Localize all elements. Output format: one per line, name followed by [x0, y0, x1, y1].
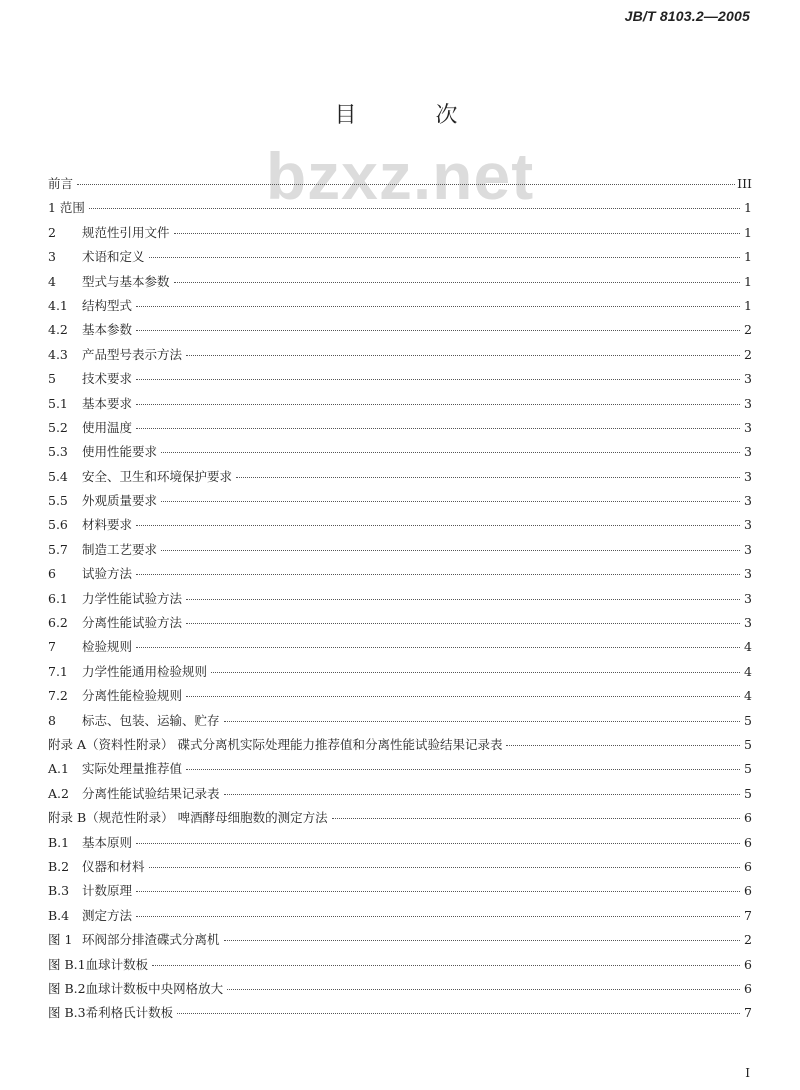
- toc-entry-page: 5: [744, 736, 752, 752]
- toc-entry-label: [48, 637, 134, 655]
- dot-leader: [174, 282, 740, 283]
- toc-entry-number: 4: [48, 273, 56, 289]
- dot-leader: [136, 647, 740, 648]
- toc-entry-title: 基本参数: [82, 322, 133, 338]
- toc-entry-title: 实际处理量推荐值: [82, 761, 183, 777]
- toc-entry-number: 5.4: [48, 468, 68, 484]
- toc-entry-label: [48, 686, 184, 704]
- toc-entry-page: 1: [744, 249, 752, 265]
- toc-entry-title: 检验规则: [82, 639, 133, 655]
- dot-leader: [224, 721, 740, 722]
- toc-entry-number: 5.1: [48, 395, 68, 411]
- dot-leader: [136, 330, 740, 331]
- toc-entry-number: A.2: [48, 785, 69, 801]
- toc-entry[interactable]: [48, 442, 752, 466]
- dot-leader: [332, 818, 740, 819]
- toc-entry-label: [48, 394, 134, 412]
- toc-entry-label: [48, 442, 159, 460]
- toc-entry-label: [48, 881, 134, 899]
- toc-entry-title: 血球计数板: [85, 956, 149, 972]
- toc-entry-number: 图 B.2: [48, 980, 86, 996]
- toc-entry-page: 3: [744, 566, 752, 582]
- toc-entry-page: 6: [744, 883, 752, 899]
- toc-entry-page: 7: [744, 907, 752, 923]
- toc-entry-page: 3: [744, 468, 752, 484]
- dot-leader: [224, 794, 740, 795]
- toc-entry-number: 4.1: [48, 297, 68, 313]
- toc-entry[interactable]: [48, 540, 752, 564]
- toc-entry[interactable]: [48, 198, 752, 222]
- dot-leader: [136, 428, 740, 429]
- toc-entry-number: 7.1: [48, 663, 68, 679]
- toc-entry[interactable]: [48, 223, 752, 247]
- toc-entry-number: 5: [48, 371, 56, 387]
- toc-entry-title: 附录 B（规范性附录） 啤酒酵母细胞数的测定方法: [48, 810, 328, 826]
- toc-entry-number: 5.6: [48, 517, 68, 533]
- toc-entry-number: 7.2: [48, 688, 68, 704]
- toc-entry-title: 材料要求: [82, 517, 133, 533]
- toc-entry-number: 3: [48, 249, 56, 265]
- dot-leader: [506, 745, 740, 746]
- toc-entry-label: [48, 589, 184, 607]
- toc-entry-label: [48, 857, 147, 875]
- toc-entry-page: 3: [744, 517, 752, 533]
- dot-leader: [136, 525, 740, 526]
- toc-entry-label: [48, 540, 159, 558]
- toc-entry-page: 2: [744, 322, 752, 338]
- toc-entry-page: 3: [744, 419, 752, 435]
- dot-leader: [161, 550, 740, 551]
- toc-entry[interactable]: [48, 662, 752, 686]
- toc-entry-page: 3: [744, 493, 752, 509]
- toc-entry[interactable]: [48, 345, 752, 369]
- dot-leader: [89, 208, 740, 209]
- toc-entry-label: [48, 711, 222, 729]
- dot-leader: [136, 306, 740, 307]
- toc-entry-label: [48, 1003, 175, 1021]
- toc-entry[interactable]: [48, 247, 752, 271]
- toc-entry-label: [48, 345, 184, 363]
- toc-entry-page: 3: [744, 541, 752, 557]
- toc-entry-page: 3: [744, 590, 752, 606]
- toc-entry[interactable]: [48, 857, 752, 881]
- toc-entry-label: [48, 467, 234, 485]
- toc-entry-title: 使用温度: [82, 419, 133, 435]
- toc-entry-page: 6: [744, 834, 752, 850]
- toc-entry-number: 5.5: [48, 493, 68, 509]
- toc-entry-page: 3: [744, 444, 752, 460]
- dot-leader: [177, 1013, 740, 1014]
- toc-entry-title: 环阀部分排渣碟式分离机: [82, 932, 220, 948]
- toc-entry-label: [48, 759, 184, 777]
- toc-entry[interactable]: [48, 467, 752, 491]
- toc-entry-title: 型式与基本参数: [82, 273, 170, 289]
- dot-leader: [236, 477, 740, 478]
- dot-leader: [186, 623, 740, 624]
- toc-entry-number: B.1: [48, 834, 70, 850]
- toc-entry-label: [48, 296, 134, 314]
- toc-entry-number: 4.2: [48, 322, 68, 338]
- toc-entry-label: [48, 784, 222, 802]
- toc-entry[interactable]: [48, 320, 752, 344]
- toc-entry[interactable]: [48, 418, 752, 442]
- toc-entry[interactable]: [48, 808, 752, 832]
- toc-entry[interactable]: [48, 979, 752, 1003]
- toc-entry[interactable]: [48, 930, 752, 954]
- dot-leader: [136, 916, 740, 917]
- toc-entry-title: 结构型式: [82, 297, 133, 313]
- toc-entry-page: 4: [744, 688, 752, 704]
- dot-leader: [186, 696, 740, 697]
- toc-entry-title: 基本原则: [82, 834, 133, 850]
- toc-entry-title: 规范性引用文件: [82, 224, 170, 240]
- dot-leader: [149, 257, 740, 258]
- toc-entry-title: 分离性能试验方法: [82, 615, 183, 631]
- dot-leader: [161, 501, 740, 502]
- toc-entry-label: [48, 198, 87, 216]
- toc-entry-number: B.4: [48, 907, 70, 923]
- toc-entry-page: 7: [744, 1005, 752, 1021]
- toc-entry-label: [48, 662, 209, 680]
- toc-entry-title: 分离性能试验结果记录表: [82, 785, 220, 801]
- toc-entry-page: 1: [744, 224, 752, 240]
- toc-entry-label: [48, 223, 172, 241]
- watermark: bzxz.net: [265, 139, 535, 213]
- toc-entry-title: 外观质量要求: [82, 493, 158, 509]
- toc-entry-number: 8: [48, 712, 56, 728]
- toc-entry-title: 产品型号表示方法: [82, 346, 183, 362]
- toc-entry-number: 图 B.1: [48, 956, 86, 972]
- dot-leader: [224, 940, 740, 941]
- toc-entry-number: 5.7: [48, 541, 68, 557]
- page-title: 目 次: [334, 103, 494, 128]
- toc-entry-page: 4: [744, 639, 752, 655]
- toc-entry-number: 6.2: [48, 615, 68, 631]
- toc-entry-page: 1: [744, 200, 752, 216]
- toc-entry-title: 计数原理: [82, 883, 133, 899]
- dot-leader: [136, 379, 740, 380]
- dot-leader: [136, 891, 740, 892]
- toc-entry-page: 6: [744, 980, 752, 996]
- dot-leader: [186, 355, 740, 356]
- toc-entry-title: 1 范围: [48, 200, 85, 216]
- toc-entry-number: B.3: [48, 883, 70, 899]
- toc-entry[interactable]: [48, 272, 752, 296]
- toc-entry-title: 血球计数板中央网格放大: [85, 980, 224, 996]
- dot-leader: [211, 672, 740, 673]
- toc-entry-title: 力学性能试验方法: [82, 590, 183, 606]
- toc-entry-page: 5: [744, 761, 752, 777]
- toc-entry-label: [48, 979, 225, 997]
- toc-entry[interactable]: [48, 174, 752, 198]
- toc-entry-page: 5: [744, 712, 752, 728]
- toc-entry-title: 测定方法: [82, 907, 133, 923]
- dot-leader: [152, 965, 740, 966]
- toc-entry[interactable]: [48, 784, 752, 808]
- dot-leader: [136, 574, 740, 575]
- toc-entry[interactable]: [48, 906, 752, 930]
- toc-entry-label: [48, 247, 147, 265]
- toc-entry[interactable]: [48, 491, 752, 515]
- toc-entry-number: 2: [48, 224, 56, 240]
- toc-entry[interactable]: [48, 613, 752, 637]
- toc-entry-number: 5.2: [48, 419, 68, 435]
- toc-entry-page: 2: [744, 346, 752, 362]
- toc-entry[interactable]: [48, 564, 752, 588]
- toc-entry-number: B.2: [48, 858, 70, 874]
- toc-entry-label: [48, 174, 75, 192]
- toc-entry-page: III: [737, 176, 752, 191]
- toc-entry[interactable]: [48, 881, 752, 905]
- dot-leader: [136, 404, 740, 405]
- toc-entry[interactable]: [48, 1003, 752, 1027]
- toc-entry-page: 6: [744, 858, 752, 874]
- toc-entry[interactable]: [48, 637, 752, 661]
- toc-entry[interactable]: [48, 369, 752, 393]
- toc-entry-label: [48, 272, 172, 290]
- toc-entry-title: 基本要求: [82, 395, 133, 411]
- toc-entry-title: 希利格氏计数板: [85, 1005, 174, 1021]
- toc-entry[interactable]: [48, 833, 752, 857]
- toc-entry-page: 1: [744, 297, 752, 313]
- toc-entry-number: 图 B.3: [48, 1005, 86, 1021]
- dot-leader: [136, 843, 740, 844]
- toc-entry-label: [48, 491, 159, 509]
- toc-entry-title: 仪器和材料: [82, 858, 145, 874]
- toc-entry-label: [48, 955, 150, 973]
- toc-entry-page: 3: [744, 615, 752, 631]
- toc-entry-label: [48, 418, 134, 436]
- toc-entry-title: 前言: [48, 176, 74, 191]
- toc-entry-title: 使用性能要求: [82, 444, 158, 460]
- toc-entry-title: 试验方法: [82, 566, 133, 582]
- toc-entry-page: 3: [744, 371, 752, 387]
- toc-entry-label: [48, 564, 134, 582]
- toc-entry-number: 图 1: [48, 932, 73, 948]
- page-number: I: [745, 1066, 750, 1080]
- standard-code: JB/T 8103.2—2005: [624, 8, 750, 24]
- table-of-contents: [48, 174, 752, 1028]
- toc-entry-label: [48, 808, 330, 826]
- toc-entry-number: A.1: [48, 761, 69, 777]
- toc-entry-label: [48, 515, 134, 533]
- dot-leader: [186, 599, 740, 600]
- toc-entry-label: [48, 369, 134, 387]
- dot-leader: [174, 233, 740, 234]
- toc-entry-page: 6: [744, 810, 752, 826]
- toc-entry-title: 附录 A（资料性附录） 碟式分离机实际处理能力推荐值和分离性能试验结果记录表: [48, 736, 503, 752]
- toc-entry[interactable]: [48, 735, 752, 759]
- toc-entry-title: 标志、包装、运输、贮存: [82, 712, 220, 728]
- toc-entry[interactable]: [48, 589, 752, 613]
- toc-entry[interactable]: [48, 955, 752, 979]
- toc-entry[interactable]: [48, 686, 752, 710]
- toc-entry-page: 3: [744, 395, 752, 411]
- dot-leader: [186, 769, 740, 770]
- toc-entry-label: [48, 735, 504, 753]
- toc-entry[interactable]: [48, 296, 752, 320]
- dot-leader: [161, 452, 740, 453]
- toc-entry-label: [48, 613, 184, 631]
- toc-entry-page: 5: [744, 785, 752, 801]
- toc-entry-title: 术语和定义: [82, 249, 145, 265]
- toc-entry-title: 制造工艺要求: [82, 541, 158, 557]
- toc-entry-label: [48, 833, 134, 851]
- dot-leader: [227, 989, 740, 990]
- toc-entry-number: 7: [48, 639, 56, 655]
- toc-entry[interactable]: [48, 759, 752, 783]
- toc-entry-page: 1: [744, 273, 752, 289]
- toc-entry-title: 安全、卫生和环境保护要求: [82, 468, 233, 484]
- toc-entry-label: [48, 320, 134, 338]
- toc-entry-number: 6.1: [48, 590, 68, 606]
- toc-entry-label: [48, 930, 222, 948]
- toc-entry-page: 4: [744, 663, 752, 679]
- toc-entry-number: 6: [48, 566, 56, 582]
- toc-entry[interactable]: [48, 515, 752, 539]
- dot-leader: [149, 867, 740, 868]
- toc-entry-number: 4.3: [48, 346, 68, 362]
- toc-entry-title: 技术要求: [82, 371, 133, 387]
- toc-entry-title: 力学性能通用检验规则: [82, 663, 208, 679]
- toc-entry-label: [48, 906, 134, 924]
- toc-entry-page: 2: [744, 932, 752, 948]
- dot-leader: [77, 184, 735, 185]
- toc-entry[interactable]: [48, 711, 752, 735]
- toc-entry-title: 分离性能检验规则: [82, 688, 183, 704]
- toc-entry[interactable]: [48, 394, 752, 418]
- toc-entry-number: 5.3: [48, 444, 68, 460]
- toc-entry-page: 6: [744, 956, 752, 972]
